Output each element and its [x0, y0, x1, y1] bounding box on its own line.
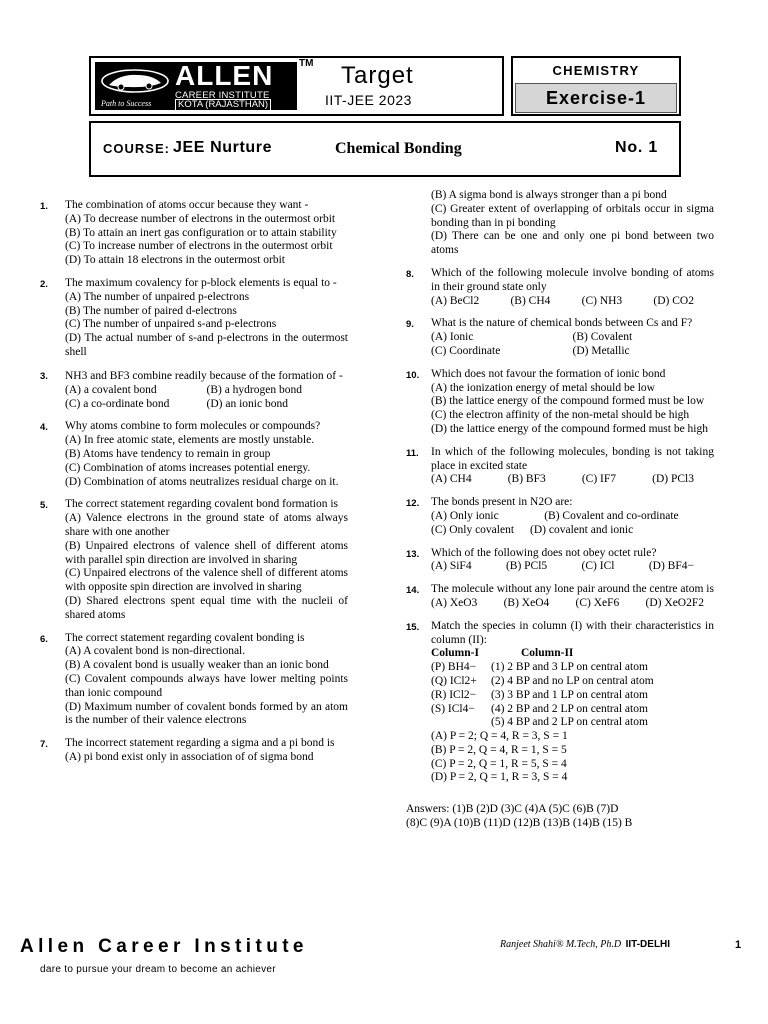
question-10 [406, 368, 714, 437]
option-b: (B) BF3 [507, 473, 546, 486]
match-row [431, 689, 714, 703]
question-text: The bonds present in N2O are: [431, 496, 573, 509]
logo-city: KOTA (RAJASTHAN) [175, 99, 271, 111]
option-b: (B) PCl5 [505, 560, 548, 573]
column-1-item: (R) ICl2− [431, 688, 477, 701]
column-2-item: (2) 4 BP and no LP on central atom [491, 674, 654, 687]
option-c: (C) To increase number of electrons in the outermost orbit [65, 240, 333, 253]
question-text: Which of the following molecule involve bonding of atoms in their ground state only [431, 266, 714, 293]
question-number: 4. [40, 422, 48, 434]
column-2-item: (1) 2 BP and 3 LP on central atom [491, 661, 648, 674]
question-11 [406, 446, 714, 487]
left-column [40, 199, 348, 774]
answer-key [406, 803, 714, 831]
question-2 [40, 277, 348, 360]
course-topic: Chemical Bonding [335, 140, 462, 157]
question-text: What is the nature of chemical bonds between Cs and F? [431, 317, 693, 330]
option-c: (C) Coordinate [431, 344, 501, 357]
page-number: 1 [735, 939, 742, 951]
option-d: (D) covalent and ionic [530, 523, 634, 536]
car-logo-icon [99, 66, 171, 96]
header-subject-box [511, 56, 681, 116]
option-c: (C) Unpaired electrons of the valence shell of different atoms with opposite spin direction are involved in sharing [65, 567, 348, 594]
option-a: (A) Only ionic [431, 509, 499, 522]
column-1-item: (P) BH4− [431, 661, 477, 674]
column-2-item: (5) 4 BP and 2 LP on central atom [491, 716, 648, 729]
option-d: (D) There can be one and only one pi bond between two atoms [431, 230, 714, 257]
question-text: Which does not favour the formation of ionic bond [431, 367, 666, 380]
allen-logo [95, 62, 297, 110]
footer-brand: Allen Career Institute [20, 936, 308, 957]
option-b: (B) Atoms have tendency to remain in group [65, 447, 271, 460]
option-a: (A) pi bond exist only in association of of sigma bond [65, 750, 314, 763]
match-row [431, 703, 714, 717]
question-number: 5. [40, 500, 48, 512]
option-d: (D) the lattice energy of the compound formed must be high [431, 422, 708, 435]
match-row [431, 675, 714, 689]
option-d: (D) The actual number of s-and p-electrons in the outermost shell [65, 332, 348, 358]
option-a: (A) To decrease number of electrons in the outermost orbit [65, 212, 336, 225]
column-1-item [431, 716, 491, 730]
course-label: COURSE: [103, 141, 170, 156]
question-8 [406, 267, 714, 308]
option-c: (C) Combination of atoms increases potential energy. [65, 461, 311, 474]
question-number: 6. [40, 633, 48, 645]
question-14 [406, 583, 714, 611]
option-a: (A) In free atomic state, elements are mostly unstable. [65, 434, 315, 447]
option-d: (D) CO2 [653, 294, 694, 307]
option-a: (A) CH4 [431, 473, 472, 486]
column-2-item: (4) 2 BP and 2 LP on central atom [491, 702, 648, 715]
option-b: (B) To attain an inert gas configuration or to attain stability [65, 226, 337, 239]
question-5 [40, 498, 348, 622]
match-row [431, 716, 714, 730]
answer-line-2: (8)C (9)A (10)B (11)D (12)B (13)B (14)B (15) B [406, 817, 633, 830]
question-number: 1. [40, 201, 48, 212]
option-d: (D) Shared electrons spent equal time with the nucleii of shared atoms [65, 594, 348, 621]
footer-tagline: dare to pursue your dream to become an achiever [40, 964, 276, 975]
question-text: NH3 and BF3 combine readily because of the formation of - [65, 369, 343, 382]
option-a: (A) BeCl2 [431, 294, 480, 307]
question-text: The correct statement regarding covalent bonding is [65, 631, 305, 644]
option-c: (C) IF7 [581, 473, 617, 486]
option-d: (D) BF4− [648, 560, 694, 573]
question-1 [40, 199, 348, 268]
option-c: (C) Covalent compounds always have lower melting points than ionic compound [65, 672, 348, 699]
option-c: (C) Only covalent [431, 523, 515, 536]
question-number: 14. [406, 585, 420, 597]
subject-label: CHEMISTRY [552, 63, 640, 78]
option-c: (C) NH3 [581, 294, 623, 307]
option-c: (C) Greater extent of overlapping of orbitals occur in sigma bonding than in pi bonding [431, 202, 714, 229]
option-b: (B) Unpaired electrons of valence shell of different atoms with parallel spin direction are involved in sharing [65, 539, 348, 566]
question-text: Why atoms combine to form molecules or compounds? [65, 420, 321, 433]
question-9 [406, 317, 714, 358]
option-b: (B) P = 2, Q = 4, R = 1, S = 5 [431, 743, 567, 756]
option-a: (A) Ionic [431, 331, 474, 344]
option-b: (B) CH4 [510, 294, 551, 307]
option-d: (D) XeO2F2 [645, 596, 704, 609]
option-d: (D) an ionic bond [206, 397, 288, 410]
question-text: The combination of atoms occur because they want - [65, 199, 309, 211]
question-number: 2. [40, 278, 48, 290]
column-1-header: Column-I [431, 647, 479, 660]
question-number: 11. [406, 447, 419, 459]
question-4 [40, 420, 348, 489]
option-a: (A) Valence electrons in the ground state of atoms always share with one another [65, 512, 348, 538]
sheet-number: No. 1 [615, 139, 659, 156]
option-c: (C) a co-ordinate bond [65, 397, 170, 410]
question-13 [406, 547, 714, 575]
question-text: In which of the following molecules, bonding is not taking place in excited state [431, 445, 714, 472]
option-b: (B) Covalent and co-ordinate [544, 509, 679, 522]
option-c: (C) ICl [581, 560, 615, 573]
option-c: (C) P = 2, Q = 1, R = 5, S = 4 [431, 757, 567, 770]
option-b: (B) A covalent bond is usually weaker than an ionic bond [65, 659, 329, 672]
question-7 [40, 737, 348, 765]
right-column [406, 189, 714, 831]
option-d: (D) P = 2, Q = 1, R = 3, S = 4 [431, 771, 568, 784]
target-subtitle: IIT-JEE 2023 [325, 92, 412, 108]
column-2-item: (3) 3 BP and 1 LP on central atom [491, 688, 648, 701]
question-text: Match the species in column (I) with their characteristics in column (II): [431, 619, 714, 646]
trademark-mark: TM [299, 58, 314, 69]
question-text: The correct statement regarding covalent bond formation is [65, 498, 339, 511]
question-text: The molecule without any lone pair around the centre atom is [431, 583, 714, 596]
footer-author [500, 939, 670, 950]
option-d: (D) PCl3 [652, 473, 694, 486]
question-7-continued [406, 189, 714, 258]
logo-brand: ALLEN [175, 60, 274, 91]
option-a: (A) A covalent bond is non-directional. [65, 645, 246, 658]
question-number: 13. [406, 548, 420, 560]
option-d: (D) Maximum number of covalent bonds formed by an atom is the number of their valence electrons [65, 700, 348, 727]
header-target-box [89, 56, 504, 116]
option-c: (C) XeF6 [575, 596, 620, 609]
question-15 [406, 620, 714, 786]
option-d: (D) Combination of atoms neutralizes residual charge on it. [65, 475, 339, 488]
answer-line-1: Answers: (1)B (2)D (3)C (4)A (5)C (6)B (7)D [406, 803, 619, 816]
option-b: (B) A sigma bond is always stronger than a pi bond [431, 189, 667, 201]
match-column-headers [431, 647, 714, 661]
match-row [431, 661, 714, 675]
author-affiliation: IIT-DELHI [625, 939, 671, 950]
column-1-item: (Q) ICl2+ [431, 674, 477, 687]
question-number: 10. [406, 369, 420, 381]
question-text: Which of the following does not obey octet rule? [431, 546, 657, 559]
option-b: (B) XeO4 [503, 596, 550, 609]
option-c: (C) The number of unpaired s-and p-electrons [65, 318, 277, 331]
question-text: The maximum covalency for p-block elements is equal to - [65, 276, 337, 289]
question-3 [40, 369, 348, 412]
option-b: (B) Covalent [572, 331, 633, 344]
author-name: Ranjeet Shahi® M.Tech, Ph.D [500, 939, 622, 950]
question-text: The incorrect statement regarding a sigma and a pi bond is [65, 737, 335, 750]
exercise-label: Exercise-1 [515, 83, 677, 113]
question-number: 7. [40, 739, 48, 751]
option-a: (A) P = 2; Q = 4, R = 3, S = 1 [431, 730, 568, 743]
option-b: (B) a hydrogen bond [206, 383, 302, 396]
logo-institute: CAREER INSTITUTE [175, 90, 270, 101]
target-title: Target [341, 62, 414, 89]
option-c: (C) the electron affinity of the non-metal should be high [431, 409, 690, 422]
question-6 [40, 632, 348, 729]
logo-slogan: Path to Success [101, 99, 152, 108]
question-12 [406, 496, 714, 537]
option-a: (A) XeO3 [431, 596, 478, 609]
option-b: (B) the lattice energy of the compound formed must be low [431, 395, 705, 408]
question-number: 3. [40, 370, 48, 382]
option-a: (A) The number of unpaired p-electrons [65, 290, 250, 303]
question-number: 8. [406, 268, 414, 280]
option-a: (A) SiF4 [431, 560, 472, 573]
course-info-box [89, 121, 681, 177]
question-number: 9. [406, 319, 414, 331]
question-number: 15. [406, 621, 420, 633]
option-d: (D) To attain 18 electrons in the outermost orbit [65, 254, 285, 267]
question-number: 12. [406, 498, 420, 510]
course-name: JEE Nurture [173, 139, 273, 156]
option-d: (D) Metallic [572, 344, 630, 357]
column-2-header: Column-II [521, 647, 574, 660]
option-a: (A) the ionization energy of metal should be low [431, 381, 655, 394]
option-b: (B) The number of paired d-electrons [65, 304, 237, 317]
option-a: (A) a covalent bond [65, 383, 157, 396]
column-1-item: (S) ICl4− [431, 702, 475, 715]
